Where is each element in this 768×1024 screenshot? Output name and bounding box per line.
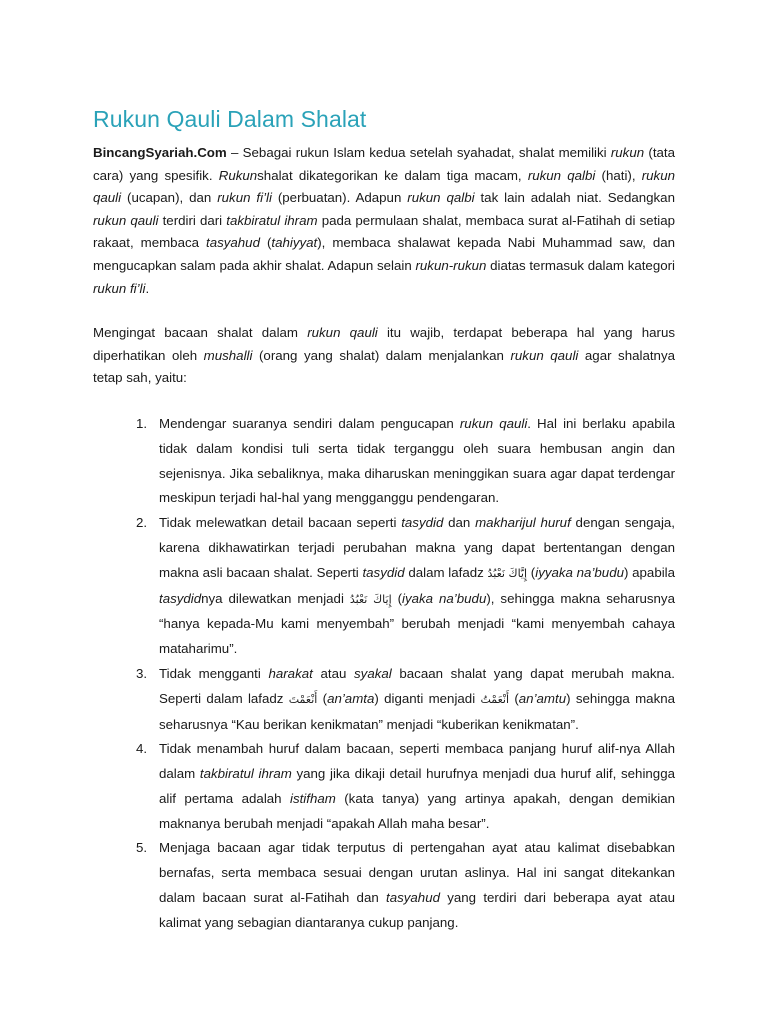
list-item: 3. Tidak mengganti harakat atau syakal bacaan shalat yang dapat merubah makna. Seperti dalam lafadz أَنْعَمْتَ (an’amta) diganti menjadi أَنْعَمْتُ (an’amtu) sehingga makna seharusnya “Kau berikan kenikmatan” menjadi “kuberikan kenikmatan”. — [136, 662, 675, 737]
second-paragraph: Mengingat bacaan shalat dalam rukun qauli itu wajib, terdapat beberapa hal yang harus diperhatikan oleh mushalli (orang yang shalat) dalam menjalankan rukun qauli agar shalatnya tetap sah, yaitu: — [93, 325, 675, 386]
arabic-text: أَنْعَمْتَ — [288, 692, 318, 706]
page-title: Rukun Qauli Dalam Shalat — [93, 106, 367, 132]
document-page — [93, 104, 675, 936]
list-number: 4. — [136, 741, 148, 757]
source-name: BincangSyariah.Com — [93, 145, 227, 160]
list-item: 1. Mendengar suaranya sendiri dalam pengucapan rukun qauli. Hal ini berlaku apabila tidak dalam kondisi tuli serta tidak terganggu oleh suara hembusan angin dan sejenisnya. Jika sebaliknya, maka diharuskan meninggikan suara agar dapat terdengar meskipun terjadi hal-hal yang mengganggu pendengaran. — [136, 412, 675, 511]
arabic-text: إِيَاكَ نَعْبُدُ — [349, 592, 392, 606]
requirements-list — [136, 412, 675, 936]
list-number: 2. — [136, 515, 148, 531]
list-item: 2. Tidak melewatkan detail bacaan seperti tasydid dan makharijul huruf dengan sengaja, karena dikhawatirkan terjadi perubahan makna yang dapat bertentangan dengan makna asli bacaan shalat. Seperti tasydid dalam lafadz إِيَّاكَ نَعْبُدُ (iyyaka na’budu) apabila tasydidnya dilewatkan menjadi إِيَاكَ نَعْبُدُ (iyaka na’budu), sehingga makna seharusnya “hanya kepada-Mu kami menyembah” berubah menjadi “kami menyembah cahaya mataharimu”. — [136, 511, 675, 662]
list-item: 4. Tidak menambah huruf dalam bacaan, seperti membaca panjang huruf alif-nya Allah dalam takbiratul ihram yang jika dikaji detail hurufnya menjadi dua huruf alif, sehingga alif pertama adalah istifham (kata tanya) yang artinya apakah, dengan demikian maknanya berubah menjadi “apakah Allah maha besar”. — [136, 737, 675, 836]
intro-paragraph: BincangSyariah.Com – Sebagai rukun Islam kedua setelah syahadat, shalat memiliki rukun (tata cara) yang spesifik. Rukunshalat dikategorikan ke dalam tiga macam, rukun qalbi (hati), rukun qauli (ucapan), dan rukun fi’li (perbuatan). Adapun rukun qalbi tak lain adalah niat. Sedangkan rukun qauli terdiri dari takbiratul ihram pada permulaan shalat, membaca surat al-Fatihah di setiap rakaat, membaca tasyahud (tahiyyat), membaca shalawat kepada Nabi Muhammad saw, dan mengucapkan salam pada akhir shalat. Adapun selain rukun-rukun diatas termasuk dalam kategori rukun fi’li. — [93, 145, 676, 296]
arabic-text: أَنْعَمْتُ — [480, 692, 510, 706]
list-number: 5. — [136, 840, 148, 856]
list-item: 5. Menjaga bacaan agar tidak terputus di pertengahan ayat atau kalimat disebabkan bernafas, serta membaca sesuai dengan urutan aslinya. Hal ini sangat ditekankan dalam bacaan surat al-Fatihah dan tasyahud yang terdiri dari beberapa ayat atau kalimat yang sebagian diantaranya cukup panjang. — [136, 836, 675, 935]
arabic-text: إِيَّاكَ نَعْبُدُ — [487, 566, 528, 580]
list-number: 1. — [136, 415, 148, 431]
list-number: 3. — [136, 665, 148, 681]
